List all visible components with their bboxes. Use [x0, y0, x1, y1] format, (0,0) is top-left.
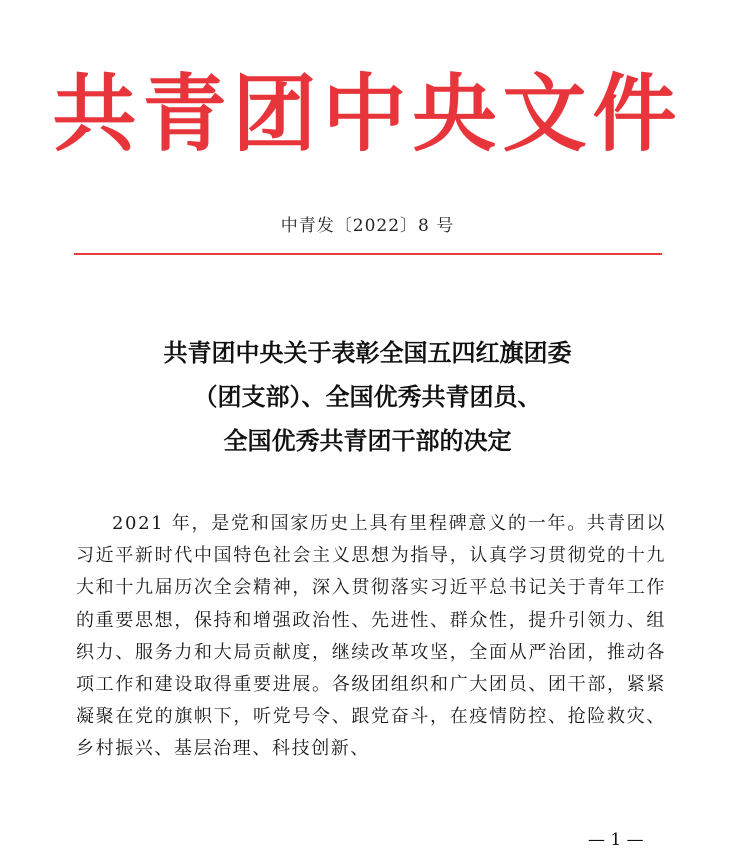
body-paragraph: 2021 年，是党和国家历史上具有里程碑意义的一年。共青团以习近平新时代中国特色社会主义思想为指导，认真学习贯彻党的十九大和十九届历次全会精神，深入贯彻落实习近平总书记关于青年工作的重要思想，保持和增强政治性、先进性、群众性，提升引领力、组织力、服务力和大局贡献度，继续改革攻坚，全面从严治团，推动各项工作和建设取得重要进展。各级团组织和广大团员、团干部，紧紧凝聚在党的旗帜下，听党号令、跟党奋斗，在疫情防控、抢险救灾、乡村振兴、基层治理、科技创新、 [76, 513, 666, 760]
title-line-1: 共青团中央关于表彰全国五四红旗团委 [163, 339, 572, 367]
document-title [40, 331, 695, 463]
red-divider-line [74, 253, 662, 255]
page-number: — 1 — [588, 830, 644, 850]
document-number: 中青发〔2022〕8 号 [280, 216, 455, 236]
masthead-title: 共青团中央文件 [52, 65, 683, 163]
title-line-3: 全国优秀共青团干部的决定 [223, 427, 512, 455]
title-line-2: （团支部）、全国优秀共青团员、 [193, 383, 542, 411]
